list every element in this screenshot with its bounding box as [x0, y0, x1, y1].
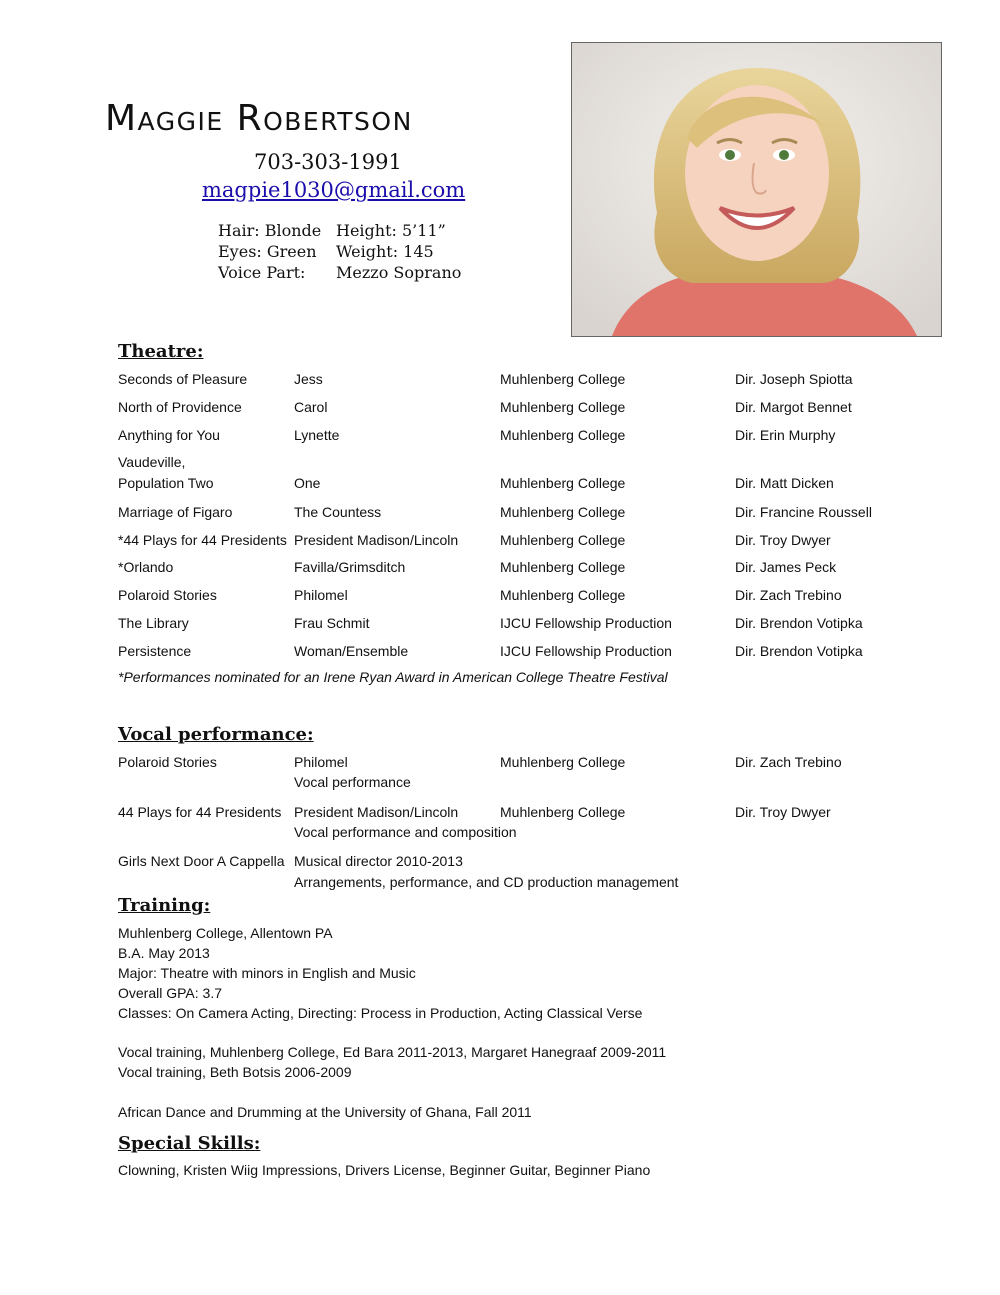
training-line: Vocal training, Beth Botsis 2006-2009	[118, 1064, 352, 1080]
role: President Madison/Lincoln	[294, 804, 459, 820]
show-title: Polaroid Stories	[118, 587, 217, 603]
director: Dir. Brendon Votipka	[735, 643, 863, 659]
nomination-note: *Performances nominated for an Irene Ryan Award in American College Theatre Festival	[118, 669, 668, 685]
show-title: *Orlando	[118, 559, 174, 575]
venue: Muhlenberg College	[500, 475, 626, 491]
phone-number: 703-303-1991	[254, 150, 402, 174]
role-detail: Arrangements, performance, and CD production management	[294, 874, 679, 890]
headshot-photo	[571, 42, 942, 337]
show-title: 44 Plays for 44 Presidents	[118, 804, 282, 820]
stats-row	[218, 262, 461, 283]
training-dance: African Dance and Drumming at the University of Ghana, Fall 2011	[118, 1104, 532, 1120]
venue: Muhlenberg College	[500, 504, 626, 520]
show-title: The Library	[118, 615, 189, 631]
skills-heading: Special Skills:	[118, 1133, 261, 1154]
venue: Muhlenberg College	[500, 587, 626, 603]
training-line: Vocal training, Muhlenberg College, Ed Bara 2011-2013, Margaret Hanegraaf 2009-2011	[118, 1044, 667, 1060]
role: One	[294, 475, 321, 491]
training-heading: Training:	[118, 895, 211, 916]
venue: Muhlenberg College	[500, 754, 626, 770]
skills-text: Clowning, Kristen Wiig Impressions, Drivers License, Beginner Guitar, Beginner Piano	[118, 1162, 651, 1178]
director: Dir. Erin Murphy	[735, 427, 836, 443]
venue: Muhlenberg College	[500, 804, 626, 820]
vocal-heading: Vocal performance:	[118, 724, 314, 745]
theatre-heading: Theatre:	[118, 341, 204, 362]
show-title: Anything for You	[118, 427, 220, 443]
stat-voice-value: Mezzo Soprano	[336, 263, 462, 282]
vocal-row	[118, 851, 938, 891]
stat-weight: Weight: 145	[336, 242, 434, 261]
stat-hair: Hair: Blonde	[218, 221, 322, 240]
stats-row	[218, 220, 461, 241]
stat-eyes: Eyes: Green	[218, 242, 317, 261]
role-detail: Vocal performance	[294, 774, 411, 790]
role: Philomel	[294, 587, 348, 603]
director: Dir. Zach Trebino	[735, 587, 842, 603]
training-line: Muhlenberg College, Allentown PA	[118, 925, 333, 941]
venue: IJCU Fellowship Production	[500, 615, 672, 631]
role: Jess	[294, 371, 323, 387]
show-title-line1: Vaudeville,	[118, 454, 186, 470]
show-title: Population Two	[118, 475, 214, 491]
director: Dir. Troy Dwyer	[735, 532, 831, 548]
role: Carol	[294, 399, 328, 415]
show-title: Marriage of Figaro	[118, 504, 233, 520]
training-education	[118, 923, 642, 1023]
role: President Madison/Lincoln	[294, 532, 459, 548]
director: Dir. Joseph Spiotta	[735, 371, 853, 387]
director: Dir. Matt Dicken	[735, 475, 834, 491]
training-vocal	[118, 1042, 666, 1082]
director: Dir. Francine Roussell	[735, 504, 872, 520]
stat-height: Height: 5’11”	[336, 221, 446, 240]
role: Lynette	[294, 427, 340, 443]
headshot-illustration	[572, 43, 941, 336]
venue: Muhlenberg College	[500, 532, 626, 548]
role: Philomel	[294, 754, 348, 770]
director: Dir. Margot Bennet	[735, 399, 852, 415]
show-title: Girls Next Door A Cappella	[118, 853, 285, 869]
email-link[interactable]: magpie1030@gmail.com	[202, 178, 466, 202]
training-line: Major: Theatre with minors in English and Music	[118, 965, 416, 981]
training-line: Overall GPA: 3.7	[118, 985, 223, 1001]
venue: Muhlenberg College	[500, 427, 626, 443]
resume-name: Maggie Robertson	[105, 98, 413, 139]
role: Musical director 2010-2013	[294, 853, 463, 869]
vocal-row	[118, 802, 938, 842]
training-line: B.A. May 2013	[118, 945, 210, 961]
venue: Muhlenberg College	[500, 399, 626, 415]
training-line: Classes: On Camera Acting, Directing: Process in Production, Acting Classical Verse	[118, 1005, 643, 1021]
director: Dir. Troy Dwyer	[735, 804, 831, 820]
director: Dir. Brendon Votipka	[735, 615, 863, 631]
role: The Countess	[294, 504, 382, 520]
show-title: Persistence	[118, 643, 192, 659]
show-title: Polaroid Stories	[118, 754, 217, 770]
director: Dir. James Peck	[735, 559, 837, 575]
show-title: North of Providence	[118, 399, 242, 415]
role: Frau Schmit	[294, 615, 370, 631]
venue: Muhlenberg College	[500, 559, 626, 575]
show-title: *44 Plays for 44 Presidents	[118, 532, 287, 548]
show-title: Seconds of Pleasure	[118, 371, 248, 387]
venue: Muhlenberg College	[500, 371, 626, 387]
venue: IJCU Fellowship Production	[500, 643, 672, 659]
director: Dir. Zach Trebino	[735, 754, 842, 770]
vocal-row	[118, 752, 938, 792]
role: Woman/Ensemble	[294, 643, 409, 659]
stats-row	[218, 241, 461, 262]
role: Favilla/Grimsditch	[294, 559, 406, 575]
stat-voice-label: Voice Part:	[218, 263, 306, 282]
role-detail: Vocal performance and composition	[294, 824, 517, 840]
physical-stats	[218, 220, 461, 283]
